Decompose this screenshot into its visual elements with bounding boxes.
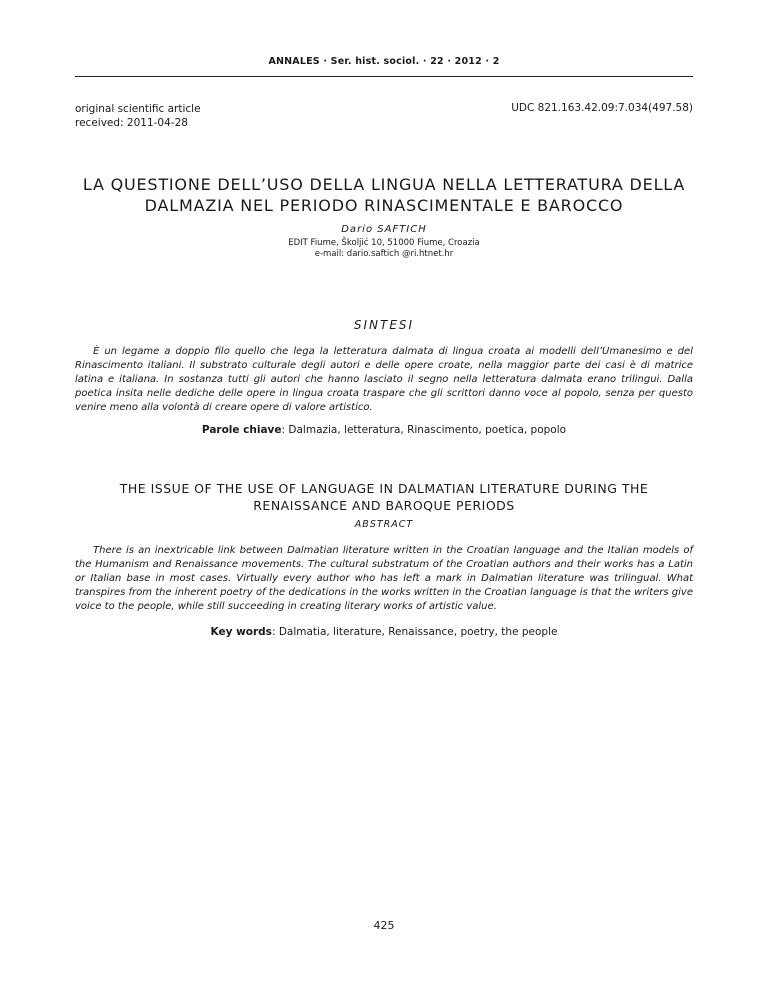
italian-keywords-label: Parole chiave [201, 424, 282, 436]
article-meta [75, 102, 201, 130]
page-number: 425 [373, 919, 395, 932]
english-title-line-2: RENAISSANCE AND BAROQUE PERIODS [253, 498, 515, 513]
abstract-body: There is an inextricable link between Dalmatian literature written in the Croatian language and the Italian models of the Humanism and Renaissance movements. The cultural substratum of the Croatian authors and their works has a Latin or Italian base in most cases. Virtually every author who has left a mark in Dalmatian literature was trilingual. What transpires from the inherent poetry of the dedications in the works written in the Croatian language is that the writers give voice to the people, while still succeeding in creating literary works of artistic value. [75, 545, 693, 612]
udc-code: UDC 821.163.42.09:7.034(497.58) [511, 102, 693, 114]
abstract-heading: ABSTRACT [354, 519, 414, 530]
journal-header: ANNALES · Ser. hist. sociol. · 22 · 2012 · 2 [268, 56, 500, 67]
header-rule [75, 76, 693, 77]
sintesi-body: È un legame a doppio filo quello che lega la letteratura dalmata di lingua croata ai modelli dell’Umanesimo e del Rinascimento italiani. Il substrato culturale degli autori e delle opere croate, nella maggior parte dei casi è di matrice latina e italiana. In sostanza tutti gli autori che hanno lasciato il segno nella letteratura dalmata erano trilingui. Dalla poetica insita nelle dediche delle opere in lingua croata traspare che gli scrittori danno voce al popolo, senza per questo venire meno alla volontà di creare opere di valore artistico. [75, 346, 693, 413]
sintesi-heading: SINTESI [353, 318, 415, 332]
english-title [75, 480, 693, 514]
english-title-line-1: THE ISSUE OF THE USE OF LANGUAGE IN DALMATIAN LITERATURE DURING THE [119, 481, 649, 496]
title-line-2: DALMAZIA NEL PERIODO RINASCIMENTALE E BAROCCO [144, 196, 624, 215]
author-affiliation-block [75, 238, 693, 260]
author-affiliation: EDIT Fiume, Školjić 10, 51000 Fiume, Croazia [288, 238, 480, 248]
article-type: original scientific article [75, 103, 201, 115]
author-email: e-mail: dario.saftich @ri.htnet.hr [314, 249, 454, 259]
author-name: Dario SAFTICH [341, 224, 427, 235]
received-date: received: 2011-04-28 [75, 117, 188, 129]
english-keywords-list: : Dalmatia, literature, Renaissance, poetry, the people [271, 626, 558, 638]
title-line-1: LA QUESTIONE DELL’USO DELLA LINGUA NELLA LETTERATURA DELLA [82, 175, 686, 194]
english-keywords [75, 626, 693, 638]
article-title [75, 174, 693, 216]
italian-keywords [75, 424, 693, 436]
italian-keywords-list: : Dalmazia, letteratura, Rinascimento, poetica, popolo [281, 424, 567, 436]
english-keywords-label: Key words [210, 626, 272, 638]
